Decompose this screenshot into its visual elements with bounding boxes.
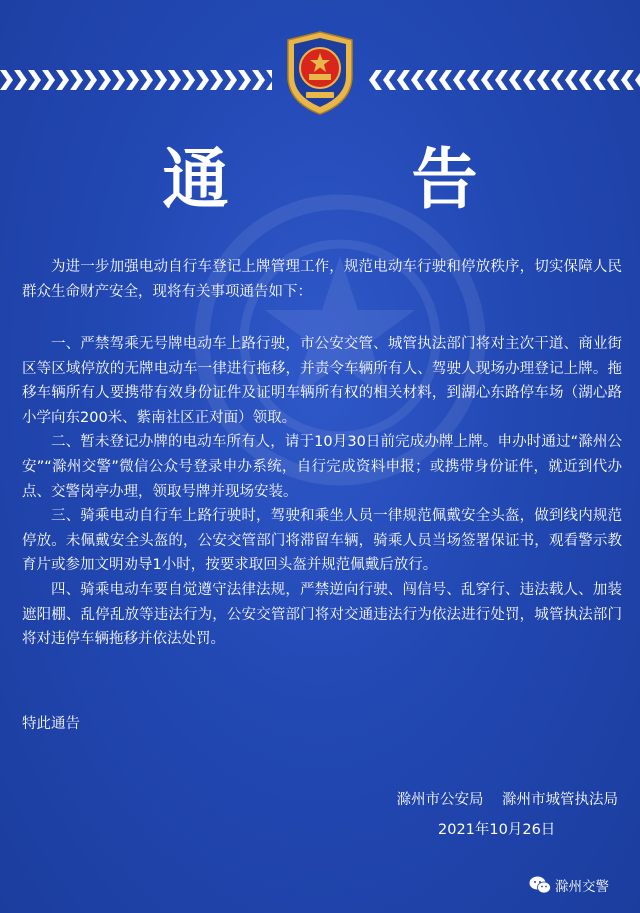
police-emblem-icon [282, 30, 358, 116]
notice-title: 通 告 [162, 141, 558, 218]
notice-intro: 为进一步加强电动自行车登记上牌管理工作，规范电动车行驶和停放秩序，切实保障人民群众生命财产安全，现将有关事项通告如下： [22, 259, 622, 300]
notice-item: 三、骑乘电动自行车上路行驶时，驾驶和乘坐人员一律规范佩戴安全头盔，做到线内规范停放。未佩戴安全头盔的，公安交管部门将滞留车辆，骑乘人员当场签署保证书，观看警示教育片或参加文明劝导1小时，按要求取回头盔并规范佩戴后放行。 [22, 508, 622, 574]
left-chevron-band [0, 70, 272, 90]
wechat-account-badge[interactable] [529, 874, 609, 896]
right-chevron-band [368, 70, 640, 90]
notice-item: 一、严禁驾乘无号牌电动车上路行驶，市公安交管、城管执法部门将对主次干道、商业街区等区域停放的无牌电动车一律进行拖移，并责令车辆所有人、驾驶人现场办理登记上牌。拖移车辆所有人要携带有效身份证件及证明车辆所有权的相关材料，到湖心东路停车场（湖心路小学向东200米、紫南社区正对面）领取。 [22, 336, 622, 426]
notice-closing: 特此通告 [22, 716, 80, 732]
notice-item: 四、骑乘电动车要自觉遵守法律法规，严禁逆向行驶、闯信号、乱穿行、违法载人、加装遮阳棚、乱停乱放等违法行为，公安交管部门将对交通违法行为依法进行处罚，城管执法部门将对违停车辆拖移并依法处罚。 [22, 581, 622, 648]
wechat-icon [529, 876, 551, 894]
notice-items [22, 332, 622, 652]
notice-item: 二、暂未登记办牌的电动车所有人，请于10月30日前完成办牌上牌。申办时通过“滁州公安”“滁州交警”微信公众号登录申办系统，自行完成资料申报；或携带身份证件，就近到代办点、交警岗亭办理，领取号牌并现场安装。 [22, 434, 622, 500]
notice-signers: 滁州市公安局 滁州市城管执法局 [396, 792, 618, 808]
notice-date: 2021年10月26日 [438, 822, 556, 838]
wechat-account-name: 滁州交警 [555, 879, 609, 895]
